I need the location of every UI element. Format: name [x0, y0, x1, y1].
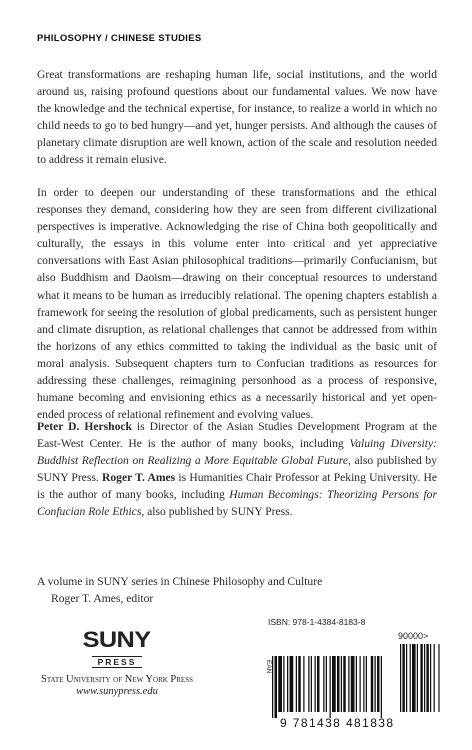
- barcode-bar: [315, 656, 316, 712]
- book-title-2: Human Becomings: Theorizing Persons for Confucian Role Ethics: [37, 488, 437, 519]
- addon-bar: [406, 644, 407, 712]
- barcode-bars: [268, 630, 444, 722]
- barcode-bar: [341, 656, 342, 712]
- bio-text-2: , also published by SUNY Press.: [37, 454, 438, 485]
- description-paragraph-1: Great transformations are reshaping human life, social institutions, and the world around us, raising profound questions about our fundamental values. We now have the knowledge and the technical expertise, for instance, to realize a world in which no child needs to go to bed hungry—and yet, hunger persists. And although the causes of planetary climate disruption are well known, action of the scale and resolution needed to address it remain elusive.: [37, 68, 437, 167]
- addon-bar: [426, 644, 428, 712]
- barcode-bar: [275, 656, 278, 718]
- barcode-bar: [360, 656, 361, 712]
- barcode-bar: [278, 656, 282, 712]
- addon-bar: [417, 644, 418, 712]
- series-editor: Roger T. Ames, editor: [51, 592, 154, 605]
- addon-bar: [412, 644, 416, 712]
- addon-bar: [438, 644, 439, 712]
- price-code: 90000>: [398, 631, 429, 641]
- author-name-2: Roger T. Ames: [102, 471, 176, 485]
- barcode-bar: [283, 656, 284, 712]
- barcode-bar: [311, 656, 312, 712]
- publisher-url: www.sunypress.edu: [76, 686, 158, 697]
- bio-text-1: is Director of the Asian Studies Development Program at the East-West Center. He is the author of many books, including: [37, 420, 437, 451]
- book-title-1: Valuing Diversity: Buddhist Reflection on Realizing a More Equitable Global Future: [37, 437, 437, 468]
- barcode-bar: [348, 656, 349, 712]
- barcode-bar: [366, 656, 367, 712]
- category-label: PHILOSOPHY / CHINESE STUDIES: [37, 33, 202, 44]
- addon-bar: [402, 644, 404, 712]
- barcode-bar: [287, 656, 288, 712]
- barcode-bar: [332, 656, 336, 712]
- addon-bar: [420, 644, 422, 712]
- publisher-logo: [37, 627, 197, 697]
- addon-bar: [400, 644, 401, 712]
- isbn-text: ISBN: 978-1-4384-8183-8: [268, 617, 366, 627]
- description-paragraph-2: In order to deepen our understanding of these transformations and the ethical responses they demand, considering how they are seen from different civilizational perspectives is imperative. Acknowledging the rise of China both geopolitically and culturally, the essays in this volume enter into critical and yet appreciative conversations with East Asian philosophical traditions—primarily Confucianism, but also Buddhism and Daoism—drawing on their conceptual resources to understand what it means to be human as irreducibly relational. The opening chapters establish a framework for seeing the resolution of global predicaments, such as persistent hunger and climate disruption, as relational challenges that cannot be addressed from within the horizons of any ethics committed to taking the individual as the basic unit of moral analysis. Subsequent chapters turn to Confucian traditions as resources for addressing these challenges, reimagining personhood as a process of responsive, humane becoming and envisioning ethics as a necessarily historical and yet open-ended process of relational refinement and evolving values.: [37, 186, 437, 422]
- author-name-1: Peter D. Hershock: [37, 420, 132, 433]
- publisher-name: State University of New York Press: [41, 674, 193, 685]
- author-bio: [37, 418, 437, 521]
- addon-bar: [410, 644, 411, 712]
- barcode-bar: [337, 656, 340, 712]
- press-logo-text: PRESS: [92, 656, 143, 668]
- bio-text-4: , also published by SUNY Press.: [141, 505, 293, 519]
- barcode-bar: [298, 656, 301, 712]
- barcode-bar: [296, 656, 297, 712]
- barcode-bar: [351, 656, 355, 712]
- barcode-number: 9 781438 481838: [280, 716, 395, 730]
- barcode-bar: [290, 656, 294, 712]
- barcode-bar: [323, 656, 324, 712]
- series-info: [37, 573, 322, 607]
- barcode-bar: [356, 656, 357, 712]
- barcode-bar: [303, 656, 304, 712]
- barcode-bar: [272, 656, 273, 718]
- barcode-bar: [371, 656, 374, 712]
- barcode-bar: [326, 656, 327, 712]
- addon-bar: [424, 644, 425, 712]
- suny-logo-text: SUNY: [83, 627, 151, 652]
- bio-text-3: is Humanities Chair Professor at Peking University. He is the author of many books, including: [37, 471, 437, 502]
- barcode-bar: [381, 656, 382, 718]
- barcode-bar: [308, 656, 309, 712]
- series-line: A volume in SUNY series in Chinese Philosophy and Culture: [37, 575, 323, 588]
- barcode-bar: [343, 656, 346, 712]
- barcode-bar: [363, 656, 364, 712]
- addon-bar: [434, 644, 435, 712]
- ean-label: EAN: [265, 660, 272, 674]
- barcode-bar: [375, 656, 376, 712]
- barcode-bar: [330, 656, 331, 718]
- barcode-bar: [377, 656, 380, 712]
- barcode-bar: [317, 656, 320, 712]
- barcode: [268, 630, 444, 722]
- addon-bar: [430, 644, 431, 712]
